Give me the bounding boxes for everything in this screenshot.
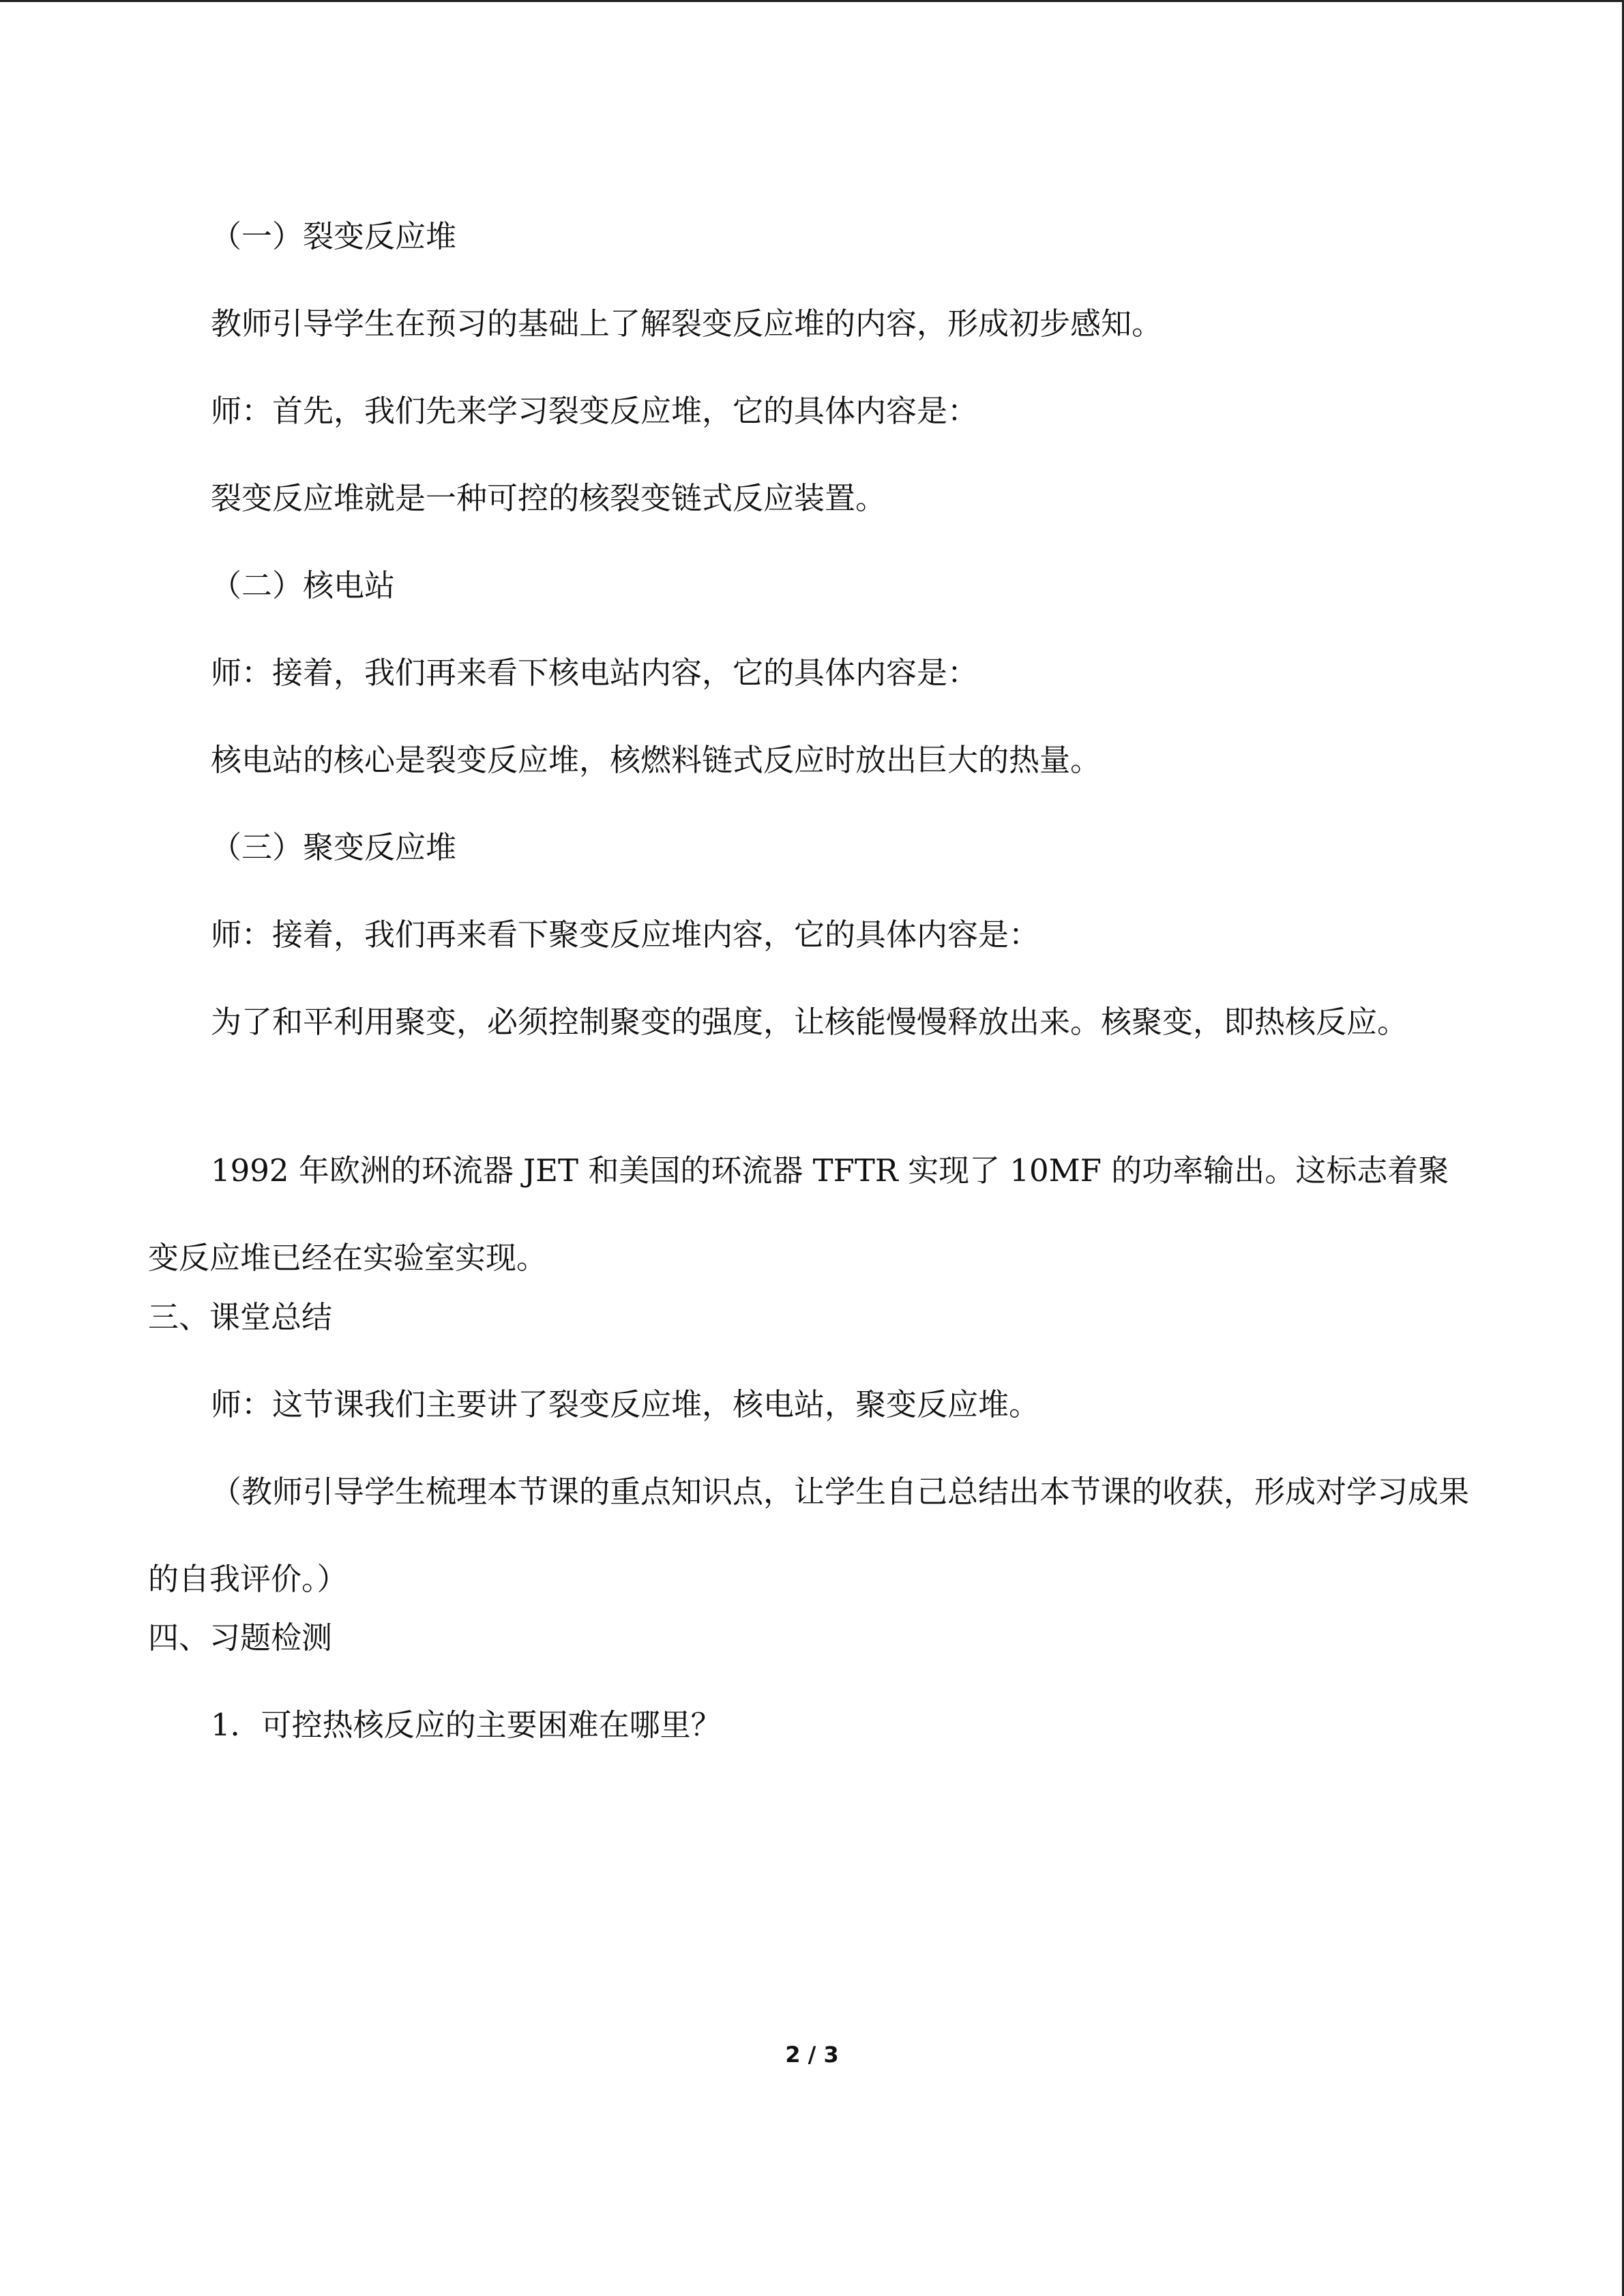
paragraph: 师：这节课我们主要讲了裂变反应堆，核电站，聚变反应堆。	[211, 1386, 1040, 1422]
paragraph: 师：接着，我们再来看下核电站内容，它的具体内容是：	[211, 655, 979, 691]
paragraph: 教师引导学生在预习的基础上了解裂变反应堆的内容，形成初步感知。	[211, 305, 1163, 342]
section-heading-class-summary: 三、课堂总结	[148, 1299, 333, 1335]
paragraph: 裂变反应堆就是一种可控的核裂变链式反应装置。	[211, 480, 887, 516]
section-heading-exercises: 四、习题检测	[148, 1620, 333, 1656]
paragraph: 师：首先，我们先来学习裂变反应堆，它的具体内容是：	[211, 393, 979, 429]
paragraph: 1992 年欧洲的环流器 JET 和美国的环流器 TFTR 实现了 10MF 的功率输出。这标志着聚变反应堆已经在实验室实现。	[148, 1152, 1449, 1276]
section-heading-nuclear-power-station: （二）核电站	[211, 567, 396, 603]
paragraph: 为了和平利用聚变，必须控制聚变的强度，让核能慢慢释放出来。核聚变，即热核反应。	[211, 1004, 1408, 1040]
section-heading-fission-reactor: （一）裂变反应堆	[211, 218, 457, 254]
page-number: 2 / 3	[785, 2042, 839, 2068]
paragraph: （教师引导学生梳理本节课的重点知识点，让学生自己总结出本节课的收获，形成对学习成果的自我评价。）	[148, 1474, 1470, 1597]
paragraph: 核电站的核心是裂变反应堆，核燃料链式反应时放出巨大的热量。	[211, 742, 1102, 778]
exercise-question: 1．可控热核反应的主要困难在哪里？	[211, 1707, 722, 1743]
paragraph: 师：接着，我们再来看下聚变反应堆内容，它的具体内容是：	[211, 916, 1040, 953]
section-heading-fusion-reactor: （三）聚变反应堆	[211, 829, 457, 865]
